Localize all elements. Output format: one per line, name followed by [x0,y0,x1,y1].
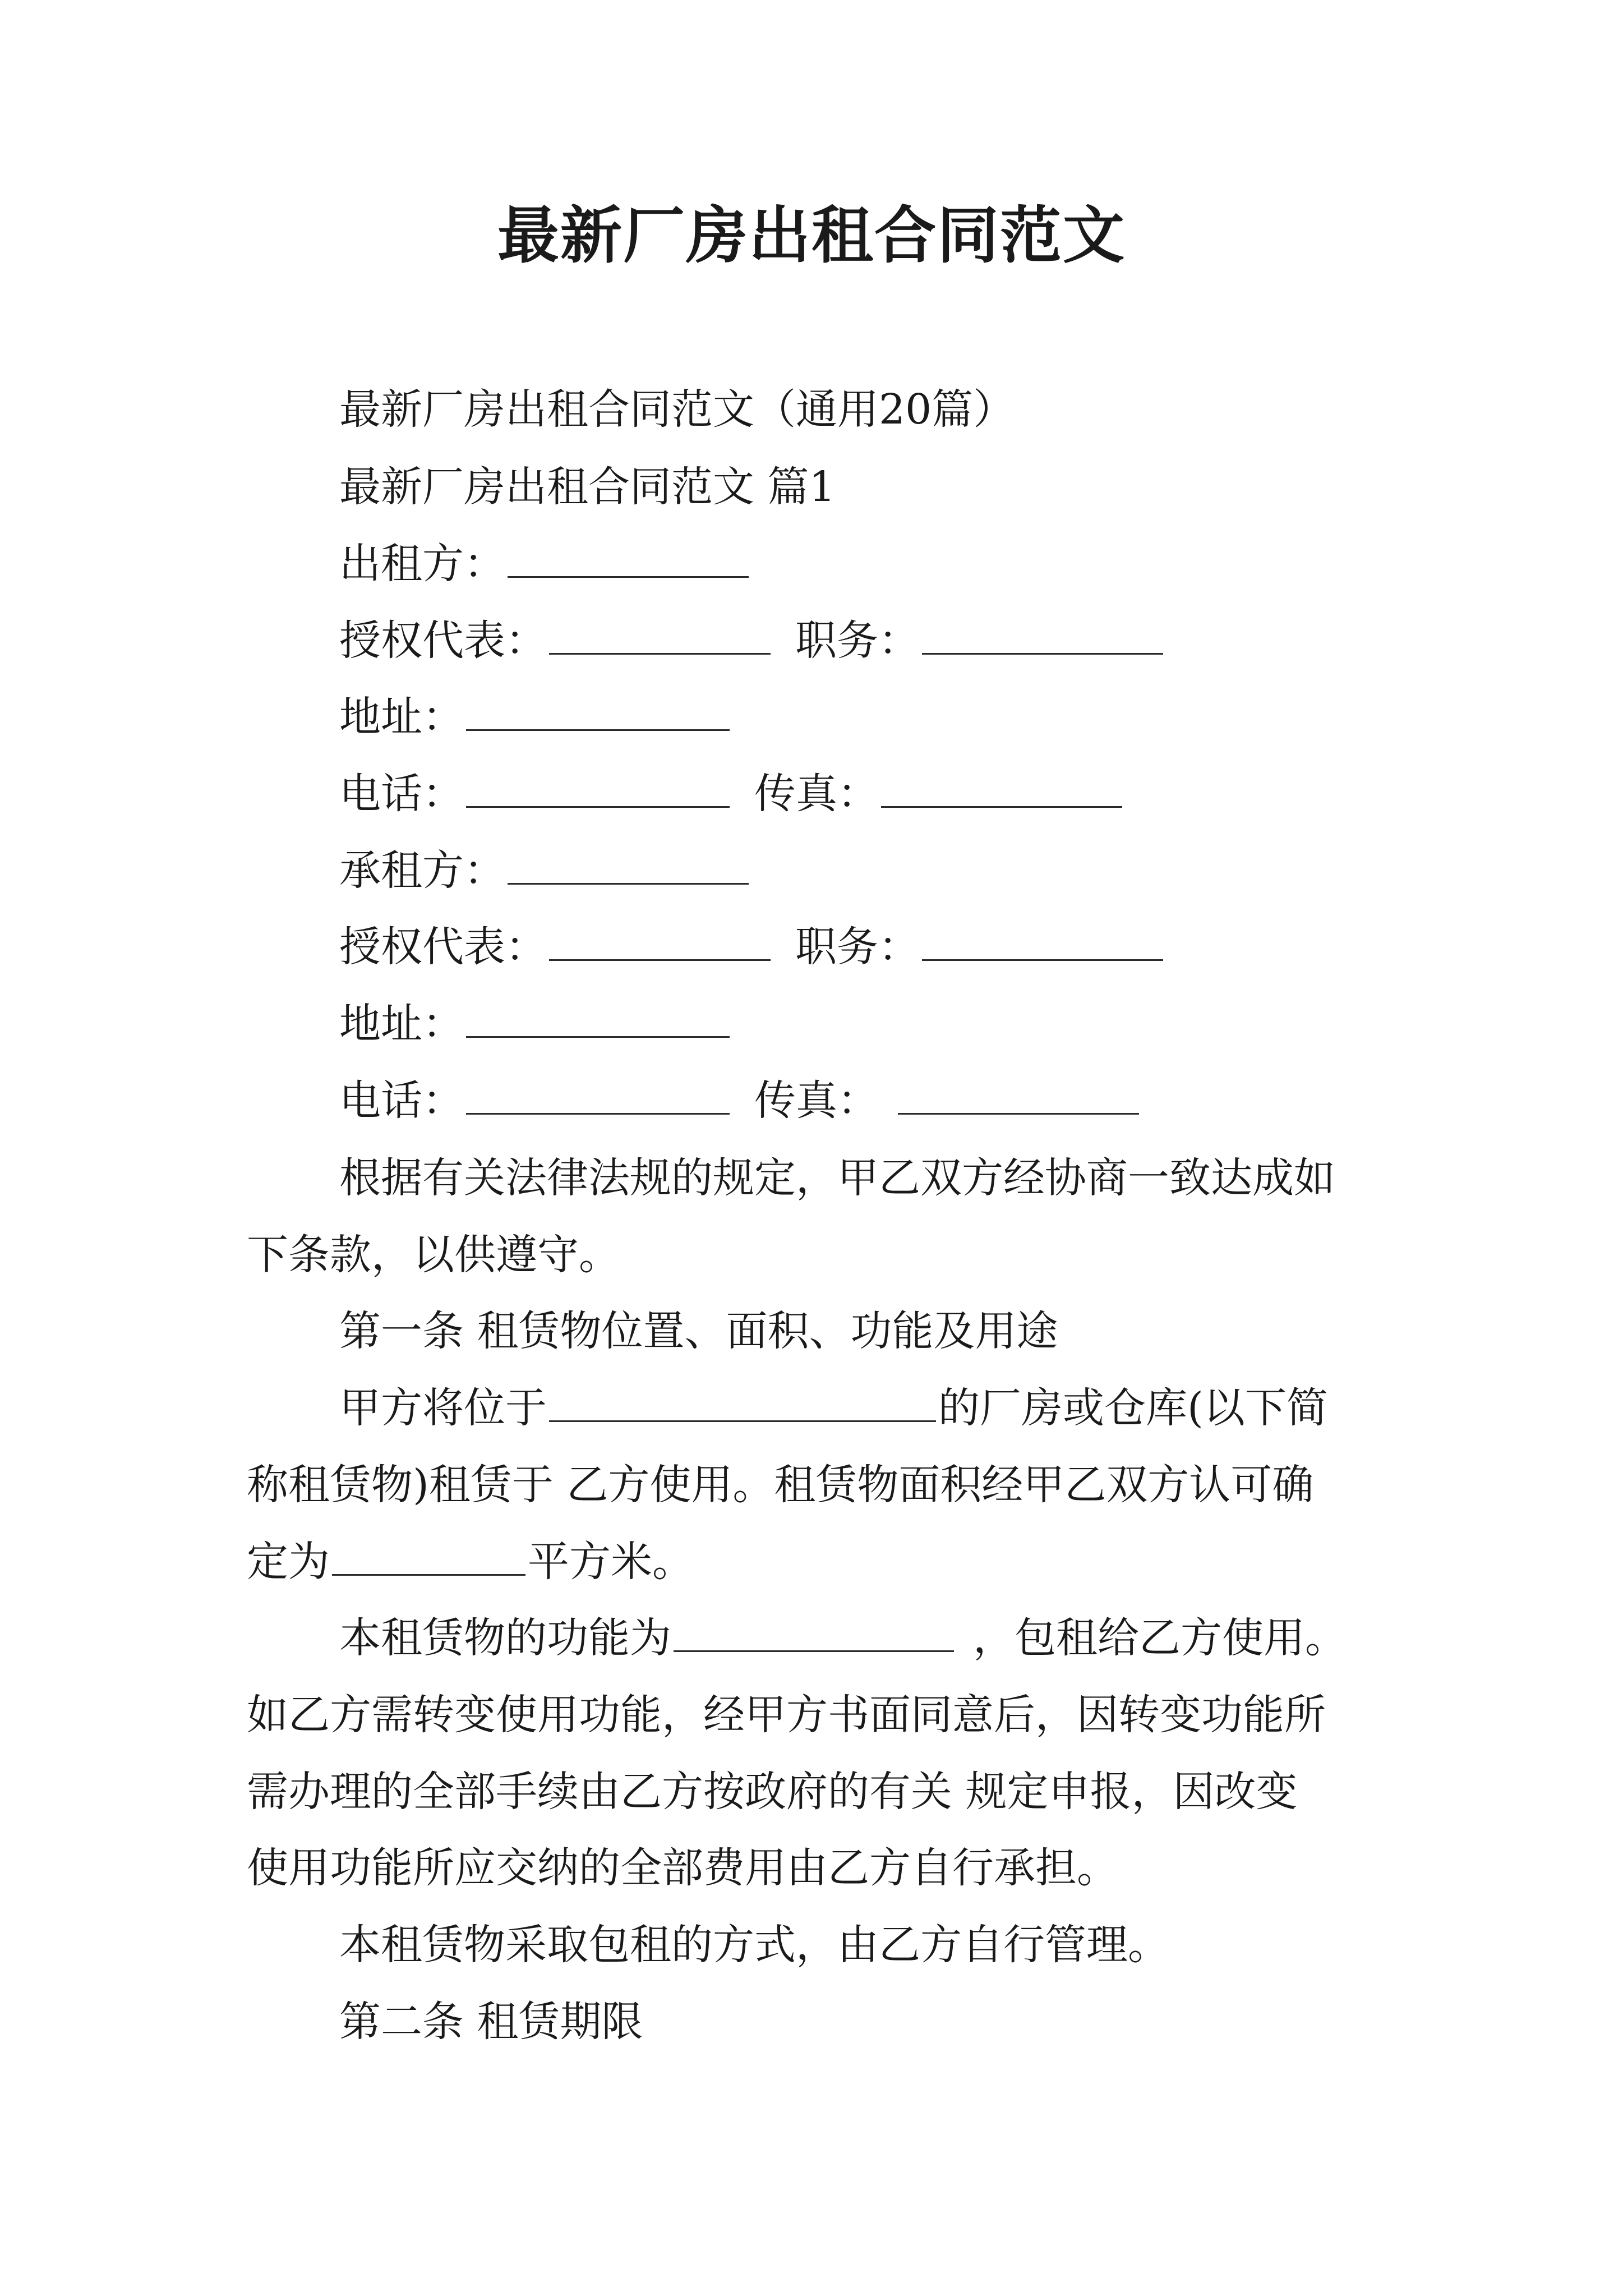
lessor-line [339,536,751,592]
lessee-address-blank [466,1028,730,1038]
article1-p1-text-d: 平方米。 [528,1538,694,1586]
article1-p1-line1 [339,1380,1328,1436]
article1-p2-text-b: ，包租给乙方使用。 [973,1614,1347,1662]
lessee-line [339,843,751,899]
lessee-phone-line [339,1073,1141,1129]
lessor-rep-label: 授权代表： [339,616,547,665]
section-heading: 最新厂房出租合同范文 篇1 [339,463,836,511]
lessor-phone-blank [466,798,730,808]
article1-p1-text-b: 的厂房或仓库(以下简 [938,1384,1328,1432]
article1-heading: 第一条 租赁物位置、面积、功能及用途 [339,1307,1058,1355]
lessee-fax-blank [898,1105,1139,1115]
lessee-address-label: 地址： [339,1000,464,1048]
lessee-position-label: 职务： [795,923,920,971]
lessee-rep-blank [549,951,771,961]
article1-p3: 本租赁物采取包租的方式，由乙方自行管理。 [339,1921,1169,1969]
article1-p2-line4: 使用功能所应交纳的全部费用由乙方自行承担。 [247,1844,1118,1892]
lessee-phone-label: 电话： [339,1076,464,1125]
lessee-blank [508,875,749,885]
article1-p1-line2: 称租赁物)租赁于 乙方使用。租赁物面积经甲乙双方认可确 [247,1461,1314,1509]
article1-p1-text-c: 定为 [247,1538,330,1586]
lessor-address-blank [466,721,730,731]
lessee-phone-blank [466,1105,730,1115]
document-subtitle: 最新厂房出租合同范文（通用20篇） [339,385,1015,434]
lessor-position-label: 职务： [795,616,920,665]
lessor-position-blank [922,645,1163,655]
article1-p2-line1 [339,1610,1347,1666]
lessee-label: 承租方： [339,846,505,895]
lessor-address-line [339,689,732,745]
article1-p1-line3 [247,1534,694,1590]
page-title: 最新厂房出租合同范文 [497,199,1126,272]
article1-p2-line2: 如乙方需转变使用功能，经甲方书面同意后，因转变功能所 [247,1691,1326,1739]
intro-line-2: 下条款，以供遵守。 [247,1231,620,1279]
intro-line-1: 根据有关法律法规的规定，甲乙双方经协商一致达成如 [339,1154,1335,1202]
article2-heading: 第二条 租赁期限 [339,1998,643,2046]
lessee-fax-label: 传真： [754,1076,879,1125]
lessor-phone-line [339,766,1124,822]
lessor-phone-label: 电话： [339,770,464,818]
lessor-rep-line [339,613,1165,669]
lessor-fax-blank [881,798,1122,808]
lessee-rep-line [339,919,1165,975]
lessee-position-blank [922,951,1163,961]
lessor-rep-blank [549,645,771,655]
lessee-address-line [339,996,732,1052]
lessor-blank [508,568,749,578]
function-blank [674,1642,954,1652]
area-blank [332,1566,525,1576]
article1-p2-text-a: 本租赁物的功能为 [339,1614,671,1662]
article1-p1-text-a: 甲方将位于 [339,1384,547,1432]
lessee-rep-label: 授权代表： [339,923,547,971]
lessor-fax-label: 传真： [754,770,879,818]
article1-p2-line3: 需办理的全部手续由乙方按政府的有关 规定申报，因改变 [247,1768,1298,1816]
lessor-label: 出租方： [339,540,505,588]
lessor-address-label: 地址： [339,693,464,741]
location-blank [549,1412,936,1422]
